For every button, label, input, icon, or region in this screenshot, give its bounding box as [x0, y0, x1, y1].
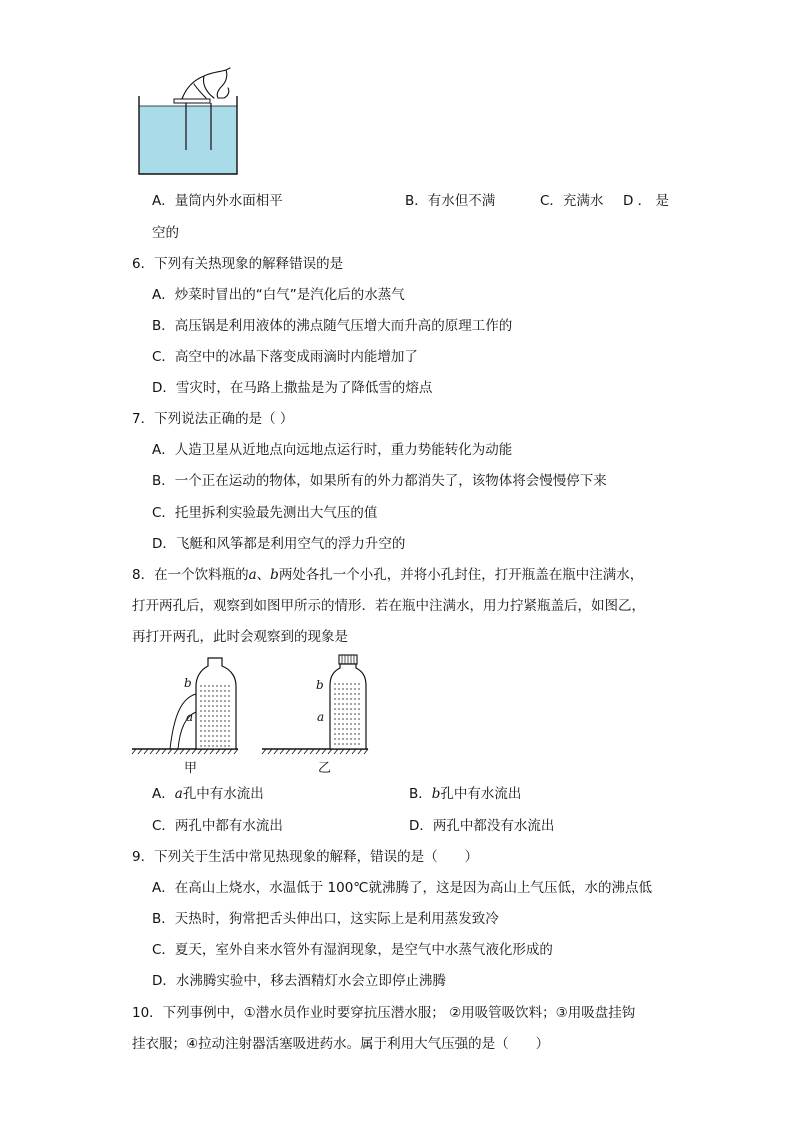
q8-line1-pre: 8．在一个饮料瓶的 — [132, 567, 249, 583]
q6-stem: 6．下列有关热现象的解释错误的是 — [132, 256, 344, 272]
q6-option-b: B．高压锅是利用液体的沸点随气压增大而升高的原理工作的 — [152, 318, 513, 334]
q8-var-b: b — [270, 567, 279, 583]
q8-line3: 再打开两孔，此时会观察到的现象是 — [132, 629, 348, 645]
q8-var-a: a — [248, 567, 257, 583]
q8-option-a — [152, 785, 264, 803]
label-b: b — [184, 676, 192, 690]
ground-hatch — [132, 749, 238, 754]
q8-figure-jia-label: 甲 — [184, 761, 198, 776]
hand-icon — [182, 68, 230, 99]
q8-line2: 打开两孔后，观察到如图甲所示的情形．若在瓶中注满水，用力拧紧瓶盖后，如图乙， — [132, 598, 645, 614]
q5-option-c: C．充满水 — [540, 193, 604, 209]
cylinder-base — [174, 99, 210, 103]
q9-stem: 9．下列关于生活中常见热现象的解释，错误的是（ ） — [132, 849, 479, 865]
q8-option-a-prefix: A． — [152, 786, 175, 802]
q7-option-d: D．飞艇和风筝都是利用空气的浮力升空的 — [152, 536, 406, 552]
q8-figure-jia — [130, 654, 242, 758]
label-b: b — [316, 678, 324, 692]
bottle-outline — [196, 658, 236, 749]
ground-hatch — [262, 749, 368, 754]
q8-option-c: C．两孔中都有水流出 — [152, 818, 283, 834]
q7-option-c: C．托里拆利实验最先测出大气压的值 — [152, 505, 378, 521]
label-a: a — [317, 710, 325, 724]
q8-figure-yi-label: 乙 — [318, 761, 332, 776]
q5-option-d-cont: 空的 — [152, 225, 179, 241]
q6-option-c: C．高空中的冰晶下落变成雨滴时内能增加了 — [152, 349, 418, 365]
q8-and: 、 — [256, 567, 271, 583]
q8-option-a-var: a — [174, 786, 183, 802]
q8-option-d: D．两孔中都没有水流出 — [409, 818, 555, 834]
water-fill — [139, 106, 237, 174]
label-a: a — [186, 710, 194, 724]
q8-line1 — [132, 566, 643, 584]
q10-line2: 挂衣服；④拉动注射器活塞吸进药水。属于利用大气压强的是（ ） — [132, 1036, 550, 1052]
q5-option-b: B．有水但不满 — [405, 193, 496, 209]
q9-option-c: C．夏天，室外自来水管外有湿润现象，是空气中水蒸气液化形成的 — [152, 942, 553, 958]
q8-option-b — [409, 785, 521, 803]
q8-option-b-prefix: B． — [409, 786, 432, 802]
q7-option-a: A．人造卫星从近地点向远地点运行时，重力势能转化为动能 — [152, 442, 513, 458]
q8-line1-post: 两处各扎一个小孔，并将小孔封住，打开瓶盖在瓶中注满水， — [278, 567, 644, 583]
q9-option-a: A．在高山上烧水，水温低于 100℃就沸腾了，这是因为高山上气压低，水的沸点低 — [152, 880, 652, 896]
q10-line1: 10．下列事例中，①潜水员作业时要穿抗压潜水服； ②用吸管吸饮料；③用吸盘挂钩 — [132, 1005, 636, 1021]
q5-option-a: A．量筒内外水面相平 — [152, 193, 283, 209]
q6-option-d: D．雪灾时，在马路上撒盐是为了降低雪的熔点 — [152, 380, 433, 396]
q7-stem: 7．下列说法正确的是（ ） — [132, 411, 294, 427]
q9-option-d: D．水沸腾实验中，移去酒精灯水会立即停止沸腾 — [152, 973, 446, 989]
bottle-outline — [330, 664, 366, 749]
q8-option-b-var: b — [431, 786, 441, 802]
q5-option-d: D ． 是 — [623, 193, 669, 209]
q5-figure — [132, 62, 244, 178]
q8-figure-yi — [260, 654, 372, 758]
q8-option-a-text: 孔中有水流出 — [182, 786, 264, 802]
q8-option-b-text: 孔中有水流出 — [440, 786, 522, 802]
q9-option-b: B．天热时，狗常把舌头伸出口，这实际上是利用蒸发致冷 — [152, 911, 499, 927]
q6-option-a: A．炒菜时冒出的“白气”是汽化后的水蒸气 — [152, 287, 405, 303]
q7-option-b: B．一个正在运动的物体，如果所有的外力都消失了，该物体将会慢慢停下来 — [152, 473, 607, 489]
